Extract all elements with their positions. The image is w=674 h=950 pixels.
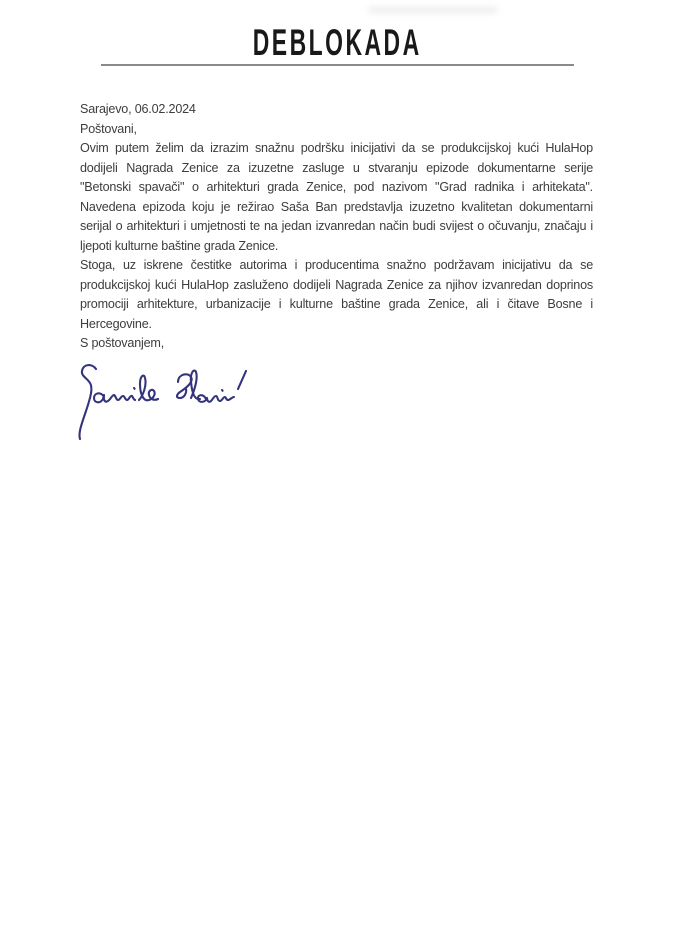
- letterhead: [0, 0, 674, 66]
- signature-handwriting: [70, 359, 270, 443]
- letter-body: [80, 100, 593, 443]
- letterhead-title: DEBLOKADA: [252, 22, 422, 63]
- paragraph: Stoga, uz iskrene čestitke autorima i producentima snažno podržavam inicijativu da se produkcijskoj kući HulaHop zasluženo dodijeli Nagrada Zenice za njihov izvanredan doprinos promociji arhitekture, urbanizacije i kulturne baštine grada Zenice, ali i čitave Bosne i Hercegovine.: [80, 258, 593, 331]
- signature-block: [70, 359, 593, 443]
- scan-artifact: [368, 6, 498, 14]
- salutation: Poštovani,: [80, 121, 137, 136]
- dateline: Sarajevo, 06.02.2024: [80, 102, 196, 116]
- letterhead-rule: [101, 64, 574, 66]
- paragraph: Ovim putem želim da izrazim snažnu podršku inicijativi da se produkcijskoj kući HulaHop dodijeli Nagrada Zenice za izuzetne zasluge u stvaranju epizode dokumentarne serije "Betonski spavači" o arhitekturi grada Zenice, pod nazivom "Grad radnika i arhitekata". Navedena epizoda koju je režirao Saša Ban predstavlja izuzetno kvalitetan dokumentarni serijal o arhitekturi i umjetnosti te na jedan izvanredan način budi svijest o očuvanju, značaju i ljepoti kulturne baštine grada Zenice.: [80, 141, 593, 253]
- closing: S poštovanjem,: [80, 336, 165, 350]
